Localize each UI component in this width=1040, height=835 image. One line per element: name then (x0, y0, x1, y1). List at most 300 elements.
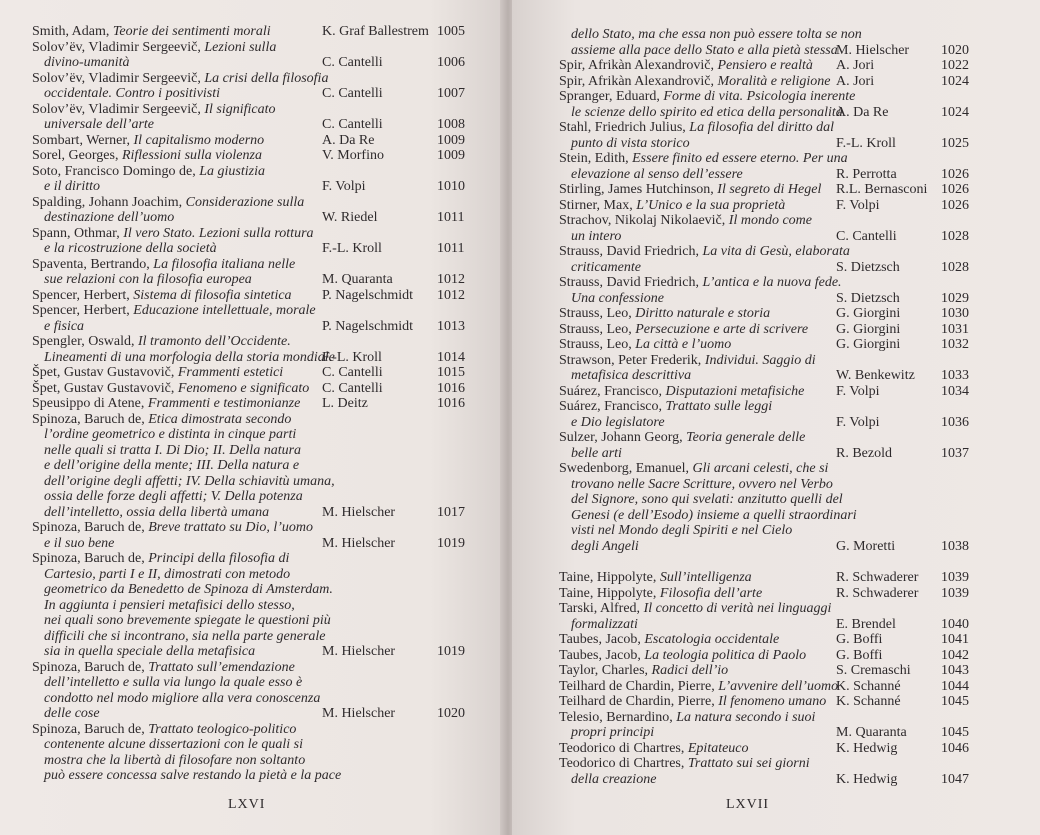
entry-author: Taubes, Jacob, (559, 632, 641, 647)
entry-line (32, 691, 341, 707)
entry-title: La filosofia del diritto dal (689, 120, 834, 135)
left-page-folio: LXVI (228, 797, 266, 812)
entry-author: Strauss, Leo, (559, 337, 632, 352)
entry-translator: S. Dietzsch (836, 290, 900, 306)
entry-title: Il fenomeno umano (718, 694, 827, 709)
entry-page-number: 1044 (941, 678, 969, 694)
entry-line (559, 151, 862, 167)
entry-title: Cartesio, parti I e II, dimostrati con metodo (44, 566, 291, 582)
entry-title: Frammenti estetici (177, 365, 284, 380)
entry-line (559, 710, 862, 726)
entry-title: e dell’origine della mente; III. Della natura e (44, 458, 300, 473)
entry-line (32, 288, 341, 304)
entry-title: Filosofia dell’arte (659, 585, 763, 601)
entry-author: Spencer, Herbert, (32, 287, 130, 303)
entry-author: Tarski, Alfred, (559, 601, 641, 616)
entry-translator: P. Nagelschmidt (322, 318, 413, 334)
entry-title: geometrico da Benedetto de Spinoza di Amsterdam. (44, 582, 333, 597)
entry-translator: F. Volpi (322, 179, 366, 194)
entry-line (559, 756, 862, 772)
entry-line (559, 430, 862, 446)
entry-title: punto di vista storico (571, 135, 690, 151)
index-entry (559, 58, 969, 74)
entry-page-number: 1030 (941, 306, 969, 321)
entry-line (559, 741, 862, 757)
entry-translator: S. Cremaschi (836, 663, 911, 678)
entry-line (559, 105, 862, 121)
entry-title: elevazione al senso dell’essere (571, 166, 743, 182)
entry-author: Spaventa, Bertrando, (32, 256, 150, 272)
entry-title: L’antica e la nuova fede. (702, 275, 842, 290)
entry-author: Suárez, Francisco, (559, 383, 663, 399)
entry-translator: C. Cantelli (322, 55, 383, 70)
entry-author: Teodorico di Chartres, (559, 740, 685, 756)
entry-translator: C. Cantelli (322, 380, 383, 396)
entry-page-number: 1015 (437, 365, 465, 380)
entry-author: Teodorico di Chartres, (559, 756, 685, 771)
entry-line (32, 133, 341, 149)
entry-author: Strauss, Leo, (559, 306, 632, 321)
entry-page-number: 1014 (437, 349, 465, 365)
index-entry (559, 570, 969, 586)
entry-page-number: 1047 (941, 771, 969, 787)
entry-title: Escatologia occidentale (644, 632, 780, 647)
entry-title: e il suo bene (44, 535, 115, 551)
entry-line (32, 768, 341, 784)
entry-translator: K. Hedwig (836, 771, 898, 787)
entry-translator: F.-L. Kroll (322, 349, 382, 365)
entry-title: contenente alcune dissertazioni con le quali si (44, 737, 303, 752)
entry-author: Speusippo di Atene, (32, 396, 145, 411)
entry-line (559, 384, 862, 400)
entry-author: Solov’ëv, Vladimir Sergeevič, (32, 70, 201, 86)
entry-author: Spalding, Johann Joachim, (32, 194, 183, 210)
entry-title: L’avvenire dell’uomo (718, 678, 839, 694)
entry-line (32, 489, 341, 505)
entry-line (32, 520, 341, 536)
entry-translator: V. Morfino (322, 148, 384, 163)
entry-line (32, 71, 341, 87)
entry-page-number: 1011 (437, 210, 465, 225)
entry-title: Diritto naturale e storia (635, 306, 771, 321)
entry-translator: M. Quaranta (322, 272, 393, 287)
index-entry (559, 740, 969, 757)
entry-line (559, 648, 862, 664)
entry-author: Spranger, Eduard, (559, 89, 660, 104)
entry-line (32, 117, 341, 133)
entry-page-number: 1036 (941, 414, 969, 430)
entry-title: Forme di vita. Psicologia inerente (663, 89, 856, 104)
entry-title: assieme alla pace dello Stato e alla pietà stessa (571, 42, 838, 58)
entry-translator: M. Quaranta (836, 725, 907, 740)
entry-title: destinazione dell’uomo (44, 210, 175, 225)
entry-line (32, 179, 341, 195)
entry-translator: K. Graf Ballestrem (322, 24, 429, 39)
left-page (0, 0, 505, 835)
entry-page-number: 1028 (941, 259, 969, 275)
right-entry-list (559, 27, 969, 787)
entry-page-number: 1025 (941, 135, 969, 151)
entry-line (32, 319, 341, 335)
entry-translator: F.-L. Kroll (836, 135, 896, 151)
entry-title: formalizzati (571, 616, 638, 632)
entry-line (32, 195, 341, 211)
entry-title: Gli arcani celesti, che si (692, 461, 829, 476)
entry-author: Strauss, Leo, (559, 321, 632, 337)
index-entry (559, 430, 969, 461)
entry-page-number: 1005 (437, 24, 465, 39)
entry-translator: M. Hielscher (322, 706, 396, 721)
entry-title: delle cose (44, 706, 100, 721)
entry-page-number: 1019 (437, 644, 465, 659)
index-entry (559, 120, 969, 151)
entry-line (559, 136, 862, 152)
entry-title: e la ricostruzione della società (44, 241, 217, 256)
index-entry (32, 520, 465, 551)
entry-title: Principi della filosofia di (148, 551, 290, 566)
entry-title: In aggiunta i pensieri metafisici dello stesso, (44, 597, 295, 613)
entry-page-number: 1006 (437, 55, 465, 70)
index-entry (32, 365, 465, 381)
entry-title: Etica dimostrata secondo (148, 411, 292, 427)
entry-title: Frammenti e testimonianze (147, 396, 301, 411)
entry-line (32, 148, 341, 164)
entry-title: propri principi (571, 725, 655, 740)
entry-line (32, 412, 341, 428)
entry-author: Teilhard de Chardin, Pierre, (559, 678, 715, 694)
entry-title: della creazione (571, 771, 657, 787)
index-entry (32, 194, 465, 226)
entry-line (559, 461, 862, 477)
entry-author: Spinoza, Baruch de, (32, 411, 145, 427)
entry-translator: G. Giorgini (836, 337, 901, 352)
entry-author: Solov’ëv, Vladimir Sergeevič, (32, 39, 201, 55)
entry-page-number: 1045 (941, 725, 969, 740)
entry-line (32, 164, 341, 180)
index-entry (32, 256, 465, 288)
entry-author: Spinoza, Baruch de, (32, 659, 145, 675)
entry-line (559, 74, 862, 90)
entry-title: Radici dell’io (651, 663, 729, 678)
entry-title: Una confessione (571, 290, 664, 306)
entry-line (559, 539, 862, 555)
entry-title: Pensiero e realtà (717, 58, 813, 73)
entry-line (32, 753, 341, 769)
entry-title: ossia delle forze degli affetti; V. Della potenza (44, 489, 303, 504)
entry-author: Soto, Francisco Domingo de, (32, 163, 196, 179)
entry-title: universale dell’arte (44, 117, 155, 132)
entry-translator: M. Hielscher (322, 504, 396, 520)
index-entry (559, 321, 969, 338)
entry-page-number: 1009 (437, 132, 465, 148)
entry-translator: M. Hielscher (322, 644, 396, 659)
entry-line (559, 523, 862, 539)
entry-title: La città e l’uomo (635, 337, 732, 352)
entry-author: Stirner, Max, (559, 197, 633, 213)
entry-line (32, 629, 341, 645)
entry-title: Lineamenti di una morfologia della storia mondiale (44, 349, 335, 365)
entry-line (32, 40, 341, 56)
entry-page-number: 1019 (437, 535, 465, 551)
entry-line (559, 492, 862, 508)
entry-author: Špet, Gustav Gustavovič, (32, 365, 175, 380)
entry-line (32, 737, 341, 753)
entry-page-number: 1026 (941, 197, 969, 213)
entry-translator: F. Volpi (836, 197, 880, 213)
entry-translator: G. Giorgini (836, 306, 901, 321)
index-entry (559, 678, 969, 695)
index-entry (32, 303, 465, 334)
entry-translator: C. Cantelli (836, 228, 897, 244)
index-entry (559, 352, 969, 384)
entry-author: Spinoza, Baruch de, (32, 551, 145, 566)
left-entry-list (32, 24, 465, 784)
entry-translator: C. Cantelli (322, 117, 383, 132)
entry-author: Stein, Edith, (559, 151, 629, 166)
entry-title: Il vero Stato. Lezioni sulla rottura (123, 225, 314, 241)
entry-line (559, 477, 862, 493)
index-entry (559, 27, 969, 58)
entry-page-number: 1028 (941, 228, 969, 244)
entry-line (32, 381, 341, 397)
entry-title: Il tramonto dell’Occidente. (137, 334, 291, 349)
entry-line (32, 210, 341, 226)
entry-translator: A. Da Re (836, 104, 889, 120)
entry-line (559, 306, 862, 322)
index-entry (559, 383, 969, 400)
entry-page-number: 1032 (941, 337, 969, 352)
entry-line (559, 632, 862, 648)
entry-line (32, 334, 341, 350)
entry-page-number: 1043 (941, 663, 969, 678)
entry-page-number: 1042 (941, 647, 969, 663)
entry-author: Spinoza, Baruch de, (32, 721, 145, 737)
entry-line (32, 102, 341, 118)
entry-line (32, 272, 341, 288)
index-entry (559, 89, 969, 120)
index-entry (559, 244, 969, 275)
entry-line (559, 229, 862, 245)
entry-title: trovano nelle Sacre Scritture, ovvero nel Verbo (571, 476, 833, 492)
entry-page-number: 1009 (437, 148, 465, 163)
entry-line (559, 508, 862, 524)
entry-page-number: 1038 (941, 538, 969, 554)
entry-line (32, 303, 341, 319)
entry-translator: W. Benkewitz (836, 368, 915, 383)
entry-author: Sulzer, Johann Georg, (559, 430, 683, 445)
index-entry (559, 647, 969, 664)
entry-page-number: 1012 (437, 287, 465, 303)
entry-line (559, 275, 862, 291)
entry-translator: F. Volpi (836, 383, 880, 399)
entry-line (32, 536, 341, 552)
entry-line (32, 396, 341, 412)
index-entry (559, 306, 969, 322)
entry-title: sue relazioni con la filosofia europea (44, 272, 252, 287)
entry-title: divino-umanità (44, 55, 130, 70)
entry-page-number: 1024 (941, 104, 969, 120)
entry-line (559, 89, 862, 105)
entry-line (559, 368, 862, 384)
index-entry (559, 213, 969, 244)
entry-translator: A. Da Re (322, 132, 375, 148)
entry-line (559, 586, 862, 602)
entry-title: La vita di Gesù, elaborata (702, 244, 850, 259)
entry-author: Spinoza, Baruch de, (32, 520, 145, 535)
entry-page-number: 1022 (941, 58, 969, 73)
entry-line (559, 43, 862, 59)
index-entry (559, 73, 969, 90)
entry-author: Taylor, Charles, (559, 663, 649, 678)
entry-line (32, 582, 341, 598)
entry-translator: R. Bezold (836, 445, 892, 461)
entry-author: Stahl, Friedrich Julius, (559, 120, 686, 135)
entry-line (559, 601, 862, 617)
entry-line (559, 415, 862, 431)
entry-title: La filosofia italiana nelle (153, 256, 296, 272)
entry-line (32, 458, 341, 474)
entry-line (32, 226, 341, 242)
entry-author: Spir, Afrikàn Alexandrovič, (559, 58, 714, 73)
entry-title: Breve trattato su Dio, l’uomo (148, 520, 313, 535)
entry-translator: G. Moretti (836, 538, 896, 554)
entry-page-number: 1010 (437, 179, 465, 194)
entry-title: mostra che la libertà di filosofare non soltanto (44, 752, 306, 768)
entry-line (559, 182, 862, 198)
index-entry (559, 756, 969, 787)
entry-line (32, 505, 341, 521)
entry-line (559, 198, 862, 214)
index-entry (32, 39, 465, 71)
entry-page-number: 1017 (437, 504, 465, 520)
index-entry (559, 399, 969, 430)
entry-line (32, 24, 341, 40)
entry-title: Il capitalismo moderno (133, 132, 265, 148)
entry-line (559, 617, 862, 633)
entry-title: La teologia politica di Paolo (644, 647, 807, 663)
entry-author: Spencer, Herbert, (32, 303, 130, 318)
entry-title: Lezioni sulla (204, 39, 277, 55)
index-entry (559, 601, 969, 632)
index-entry (32, 148, 465, 164)
entry-title: sia in quella speciale della metafisica (44, 644, 256, 659)
entry-author: Sombart, Werner, (32, 132, 130, 148)
entry-line (32, 567, 341, 583)
entry-title: le scienze dello spirito ed etica della personalità (571, 104, 843, 120)
entry-title: Il concetto di verità nei linguaggi (643, 601, 832, 616)
entry-line (559, 679, 862, 695)
entry-translator: K. Schanné (836, 694, 901, 709)
entry-line (559, 27, 862, 43)
entry-title: può essere concessa salve restando la pietà e la pace (44, 768, 342, 783)
entry-line (559, 120, 862, 136)
entry-title: Il segreto di Hegel (717, 182, 822, 197)
entry-author: Swedenborg, Emanuel, (559, 461, 689, 476)
entry-line (32, 365, 341, 381)
entry-title: criticamente (571, 259, 641, 275)
entry-line (32, 613, 341, 629)
entry-author: Strachov, Nikolaj Nikolaevič, (559, 213, 726, 228)
right-page-folio: LXVII (726, 797, 770, 812)
entry-title: nelle quali si tratta I. Di Dio; II. Della natura (44, 442, 302, 458)
index-entry (32, 334, 465, 365)
entry-page-number: 1020 (437, 706, 465, 721)
entry-line (32, 598, 341, 614)
entry-translator: K. Schanné (836, 678, 901, 694)
index-entry (32, 163, 465, 195)
entry-title: Teorie dei sentimenti morali (112, 24, 271, 39)
entry-line (32, 427, 341, 443)
entry-author: Strauss, David Friedrich, (559, 275, 699, 290)
entry-author: Smith, Adam, (32, 24, 110, 39)
entry-title: occidentale. Contro i positivisti (44, 86, 221, 101)
entry-line (32, 86, 341, 102)
letter-group-gap (559, 554, 862, 570)
entry-page-number: 1045 (941, 694, 969, 709)
entry-page-number: 1033 (941, 368, 969, 383)
entry-title: Epitateuco (687, 740, 749, 756)
entry-title: Trattato teologico-politico (148, 721, 297, 737)
entry-title: Trattato sulle leggi (665, 399, 773, 414)
entry-title: Riflessioni sulla violenza (121, 148, 262, 163)
entry-title: metafisica descrittiva (571, 368, 692, 383)
index-entry (559, 197, 969, 214)
entry-line (559, 446, 862, 462)
entry-translator: R. Schwaderer (836, 570, 919, 585)
entry-line (32, 474, 341, 490)
entry-author: Sorel, Georges, (32, 148, 119, 163)
entry-line (32, 675, 341, 691)
entry-title: Il mondo come (728, 213, 812, 228)
entry-line (559, 399, 862, 415)
entry-title: Moralità e religione (717, 73, 831, 89)
entry-title: un intero (571, 228, 622, 244)
entry-author: Solov’ëv, Vladimir Sergeevič, (32, 101, 201, 117)
entry-line (559, 58, 862, 74)
index-entry (559, 182, 969, 198)
index-entry (32, 287, 465, 304)
entry-page-number: 1013 (437, 318, 465, 334)
entry-line (559, 291, 862, 307)
entry-title: del Signore, sono qui svelati: anzitutto quelli del (571, 492, 843, 507)
entry-line (32, 55, 341, 71)
entry-line (559, 337, 862, 353)
entry-title: visti nel Mondo degli Spiriti e nel Cielo (571, 523, 793, 538)
entry-line (32, 241, 341, 257)
entry-title: Genesi (e dell’Esodo) insieme a quelli straordinari (571, 507, 857, 523)
entry-translator: C. Cantelli (322, 365, 383, 380)
entry-page-number: 1012 (437, 272, 465, 287)
entry-line (559, 353, 862, 369)
entry-page-number: 1031 (941, 321, 969, 337)
entry-line (559, 694, 862, 710)
entry-line (32, 257, 341, 273)
entry-translator: R. Perrotta (836, 166, 897, 182)
entry-page-number: 1008 (437, 117, 465, 132)
entry-title: Considerazione sulla (185, 194, 305, 210)
entry-translator: R.L. Bernasconi (836, 182, 928, 197)
entry-title: Sistema di filosofia sintetica (133, 287, 292, 303)
entry-title: Sull’intelligenza (659, 570, 752, 585)
index-entry (32, 659, 465, 722)
entry-title: L’Unico e la sua proprietà (636, 197, 786, 213)
entry-line (32, 551, 341, 567)
entry-title: La natura secondo i suoi (676, 709, 816, 725)
index-entry (32, 722, 341, 784)
entry-title: Teoria generale delle (686, 430, 806, 445)
entry-line (32, 706, 341, 722)
entry-title: e fisica (44, 318, 85, 334)
